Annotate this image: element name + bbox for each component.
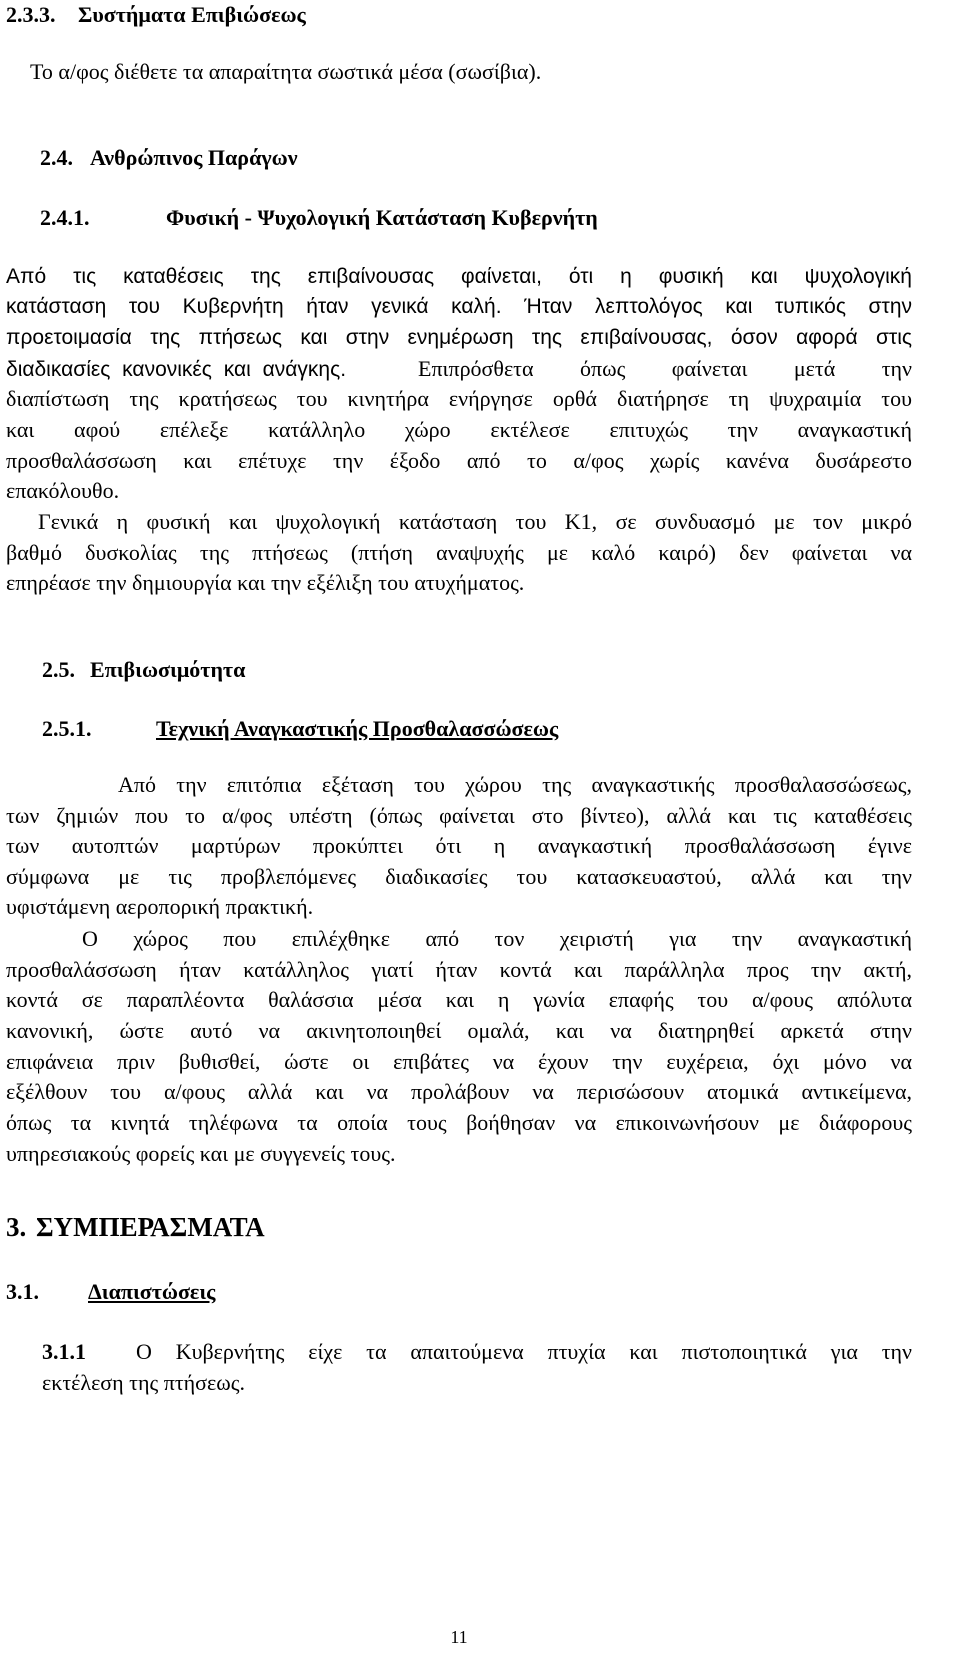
- survivability-line-3: των αυτοπτών μαρτύρων προκύπτει ότι η αναγκαστική προσθαλάσσωση έγινε: [6, 833, 912, 858]
- human-factor-line-4: διαδικασίες κανονικές και ανάγκης. Επιπρόσθετα όπως φαίνεται μετά την: [6, 356, 912, 381]
- survivability-p2-line-6: εξέλθουν του α/φους αλλά και να προλάβουν να περισώσουν ατομικά αντικείμενα,: [6, 1079, 912, 1104]
- survivability-line-5: υφιστάμενη αεροπορική πρακτική.: [6, 894, 314, 919]
- finding-3-1-1-line-2: εκτέλεση της πτήσεως.: [42, 1370, 245, 1395]
- human-factor-line-5: διαπίστωση της κρατήσεως του κινητήρα ενήργησε ορθά διατήρησε τη ψυχραιμία του: [6, 386, 912, 411]
- survivability-line-2: των ζημιών που το α/φος υπέστη (όπως φαίνεται στο βίντεο), αλλά και τις καταθέσεις: [6, 803, 912, 828]
- heading-2-4-1: 2.4.1. Φυσική - Ψυχολογική Κατάσταση Κυβερνήτη: [40, 205, 598, 230]
- survivability-p2-line-2: προσθαλάσσωση ήταν κατάλληλος γιατί ήταν κοντά και παράλληλα προς την ακτή,: [6, 957, 912, 982]
- survivability-p2-line-1: Ο χώρος που επιλέχθηκε από τον χειριστή για την αναγκαστική: [82, 926, 912, 951]
- survivability-p2-line-5: επιφάνεια πριν βυθισθεί, ώστε οι επιβάτες να έχουν την ευχέρεια, όχι μόνο να: [6, 1049, 912, 1074]
- heading-2-5-1: 2.5.1. Τεχνική Αναγκαστικής Προσθαλασσώσεως: [42, 716, 559, 741]
- human-factor-line-2: κατάσταση του Κυβερνήτη ήταν γενικά καλή. Ήταν λεπτολόγος και τυπικός στην: [6, 295, 912, 318]
- survivability-p2-line-4: κανονική, ώστε αυτό να ακινητοποιηθεί ομαλά, και να διατηρηθεί αρκετά στην: [6, 1018, 912, 1043]
- heading-2-5: 2.5. Επιβιωσιμότητα: [42, 657, 246, 682]
- page-number: 11: [450, 1627, 468, 1647]
- human-factor-line-8: επακόλουθο.: [6, 478, 120, 503]
- heading-3: 3. ΣΥΜΠΕΡΑΣΜΑΤΑ: [6, 1212, 265, 1242]
- survivability-line-1: Από την επιτόπια εξέταση του χώρου της αναγκαστικής προσθαλασσώσεως,: [118, 772, 912, 797]
- survival-systems-text: Το α/φος διέθετε τα απαραίτητα σωστικά μέσα (σωσίβια).: [30, 59, 542, 84]
- human-factor-p2-line-2: βαθμό δυσκολίας της πτήσεως (πτήση αναψυχής με καλό καιρό) δεν φαίνεται να: [6, 540, 912, 565]
- survivability-p2-line-3: κοντά σε παραπλέοντα θαλάσσια μέσα και η γωνία επαφής του α/φους απόλυτα: [6, 987, 912, 1012]
- heading-3-1: 3.1. Διαπιστώσεις: [6, 1279, 216, 1304]
- document-page: [6, 0, 912, 1673]
- human-factor-line-7: προσθαλάσσωση και επέτυχε την έξοδο από το α/φος χωρίς κανένα δυσάρεστο: [6, 448, 912, 473]
- human-factor-line-3: προετοιμασία της πτήσεως και στην ενημέρωση της επιβαίνουσας, όσον αφορά στις: [6, 326, 912, 349]
- survivability-p2-line-7: όπως τα κινητά τηλέφωνα τα οποία τους βοήθησαν να επικοινωνήσουν με διάφορους: [6, 1110, 912, 1135]
- human-factor-p2-line-3: επηρέασε την δημιουργία και την εξέλιξη του ατυχήματος.: [6, 570, 525, 595]
- survivability-p2-line-8: υπηρεσιακούς φορείς και με συγγενείς τους.: [6, 1141, 396, 1166]
- human-factor-line-6: και αφού επέλεξε κατάλληλο χώρο εκτέλεσε επιτυχώς την αναγκαστική: [6, 417, 912, 442]
- human-factor-p2-line-1: Γενικά η φυσική και ψυχολογική κατάσταση του Κ1, σε συνδυασμό με τον μικρό: [38, 509, 912, 534]
- heading-2-4: 2.4. Ανθρώπινος Παράγων: [40, 145, 298, 170]
- human-factor-line-1: Από τις καταθέσεις της επιβαίνουσας φαίνεται, ότι η φυσική και ψυχολογική: [6, 265, 912, 288]
- finding-3-1-1: 3.1.1 Ο Κυβερνήτης είχε τα απαιτούμενα πτυχία και πιστοποιητικά για την: [42, 1339, 912, 1364]
- heading-2-3-3: 2.3.3. Συστήματα Επιβιώσεως: [6, 2, 306, 27]
- survivability-line-4: σύμφωνα με τις προβλεπόμενες διαδικασίες του κατασκευαστού, αλλά και την: [6, 864, 912, 889]
